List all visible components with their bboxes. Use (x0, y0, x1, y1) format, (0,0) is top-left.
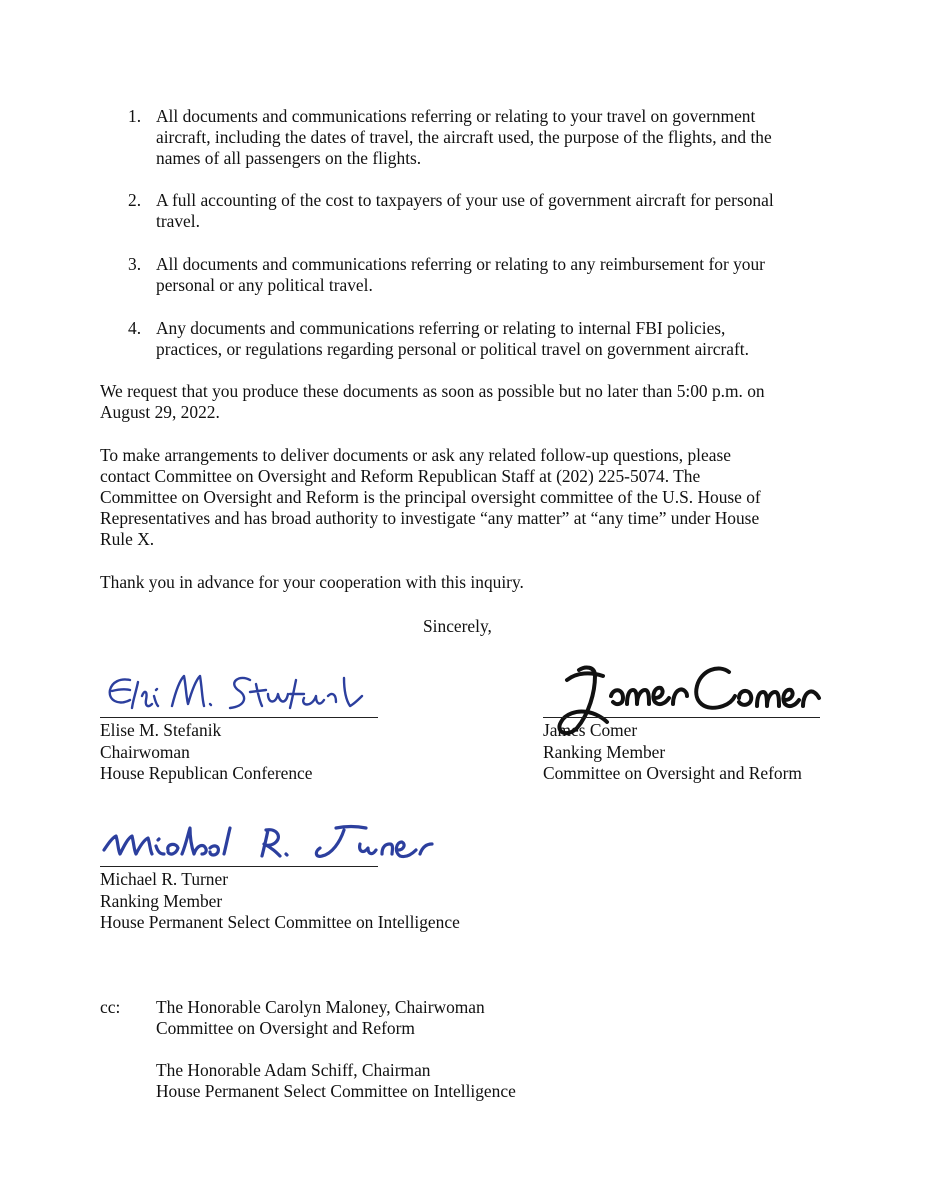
signature-block-comer (543, 652, 833, 787)
signature-block-turner (100, 816, 500, 934)
cc-recipient-2-committee: House Permanent Select Committee on Intelligence (156, 1081, 516, 1101)
request-number: 3. (128, 254, 142, 274)
signatory-organization: Committee on Oversight and Reform (543, 763, 802, 783)
request-number: 4. (128, 318, 142, 338)
signatory-title: Ranking Member (543, 742, 666, 762)
contact-paragraph: To make arrangements to deliver documents or ask any related follow-up questions, please contact Committee on Oversight and Reform Republican Staff at (202) 225-5074. The Committee on Oversight and Reform is the principal oversight committee of the U.S. House of Representatives and has broad authority to investigate “any matter” at “any time” under House Rule X. (100, 445, 761, 549)
cc-recipient-1-name: The Honorable Carolyn Maloney, Chairwoman (156, 997, 485, 1017)
signatory-name: James Comer (543, 720, 638, 740)
request-text: A full accounting of the cost to taxpayers of your use of government aircraft for personal travel. (156, 190, 774, 231)
signatory-name: Michael R. Turner (100, 869, 229, 889)
signatory-name: Elise M. Stefanik (100, 720, 222, 740)
handwritten-signature-stefanik (100, 660, 390, 720)
request-text: All documents and communications referring or relating to your travel on government aircraft, including the dates of travel, the aircraft used, the purpose of the flights, and the names of all passengers on the flights. (156, 106, 772, 168)
handwritten-signature-turner (100, 816, 440, 872)
signatory-organization: House Republican Conference (100, 763, 313, 783)
signatory-title: Ranking Member (100, 891, 223, 911)
signature-block-stefanik (100, 660, 390, 785)
signature-line (100, 717, 378, 718)
request-text: Any documents and communications referring or relating to internal FBI policies, practices, or regulations regarding personal or political travel on government aircraft. (156, 318, 749, 359)
deadline-paragraph: We request that you produce these documents as soon as possible but no later than 5:00 p.m. on August 29, 2022. (100, 381, 765, 422)
cc-label: cc: (100, 997, 121, 1017)
signature-line (100, 866, 378, 867)
thank-you-paragraph: Thank you in advance for your cooperation with this inquiry. (100, 572, 524, 592)
closing-salutation: Sincerely, (423, 616, 492, 636)
request-number: 2. (128, 190, 142, 210)
cc-recipient-1-committee: Committee on Oversight and Reform (156, 1018, 415, 1038)
request-text: All documents and communications referring or relating to any reimbursement for your personal or any political travel. (156, 254, 765, 295)
cc-recipient-2-name: The Honorable Adam Schiff, Chairman (156, 1060, 431, 1080)
request-number: 1. (128, 106, 142, 126)
signature-line (543, 717, 820, 718)
signatory-organization: House Permanent Select Committee on Intelligence (100, 912, 460, 932)
signatory-title: Chairwoman (100, 742, 190, 762)
